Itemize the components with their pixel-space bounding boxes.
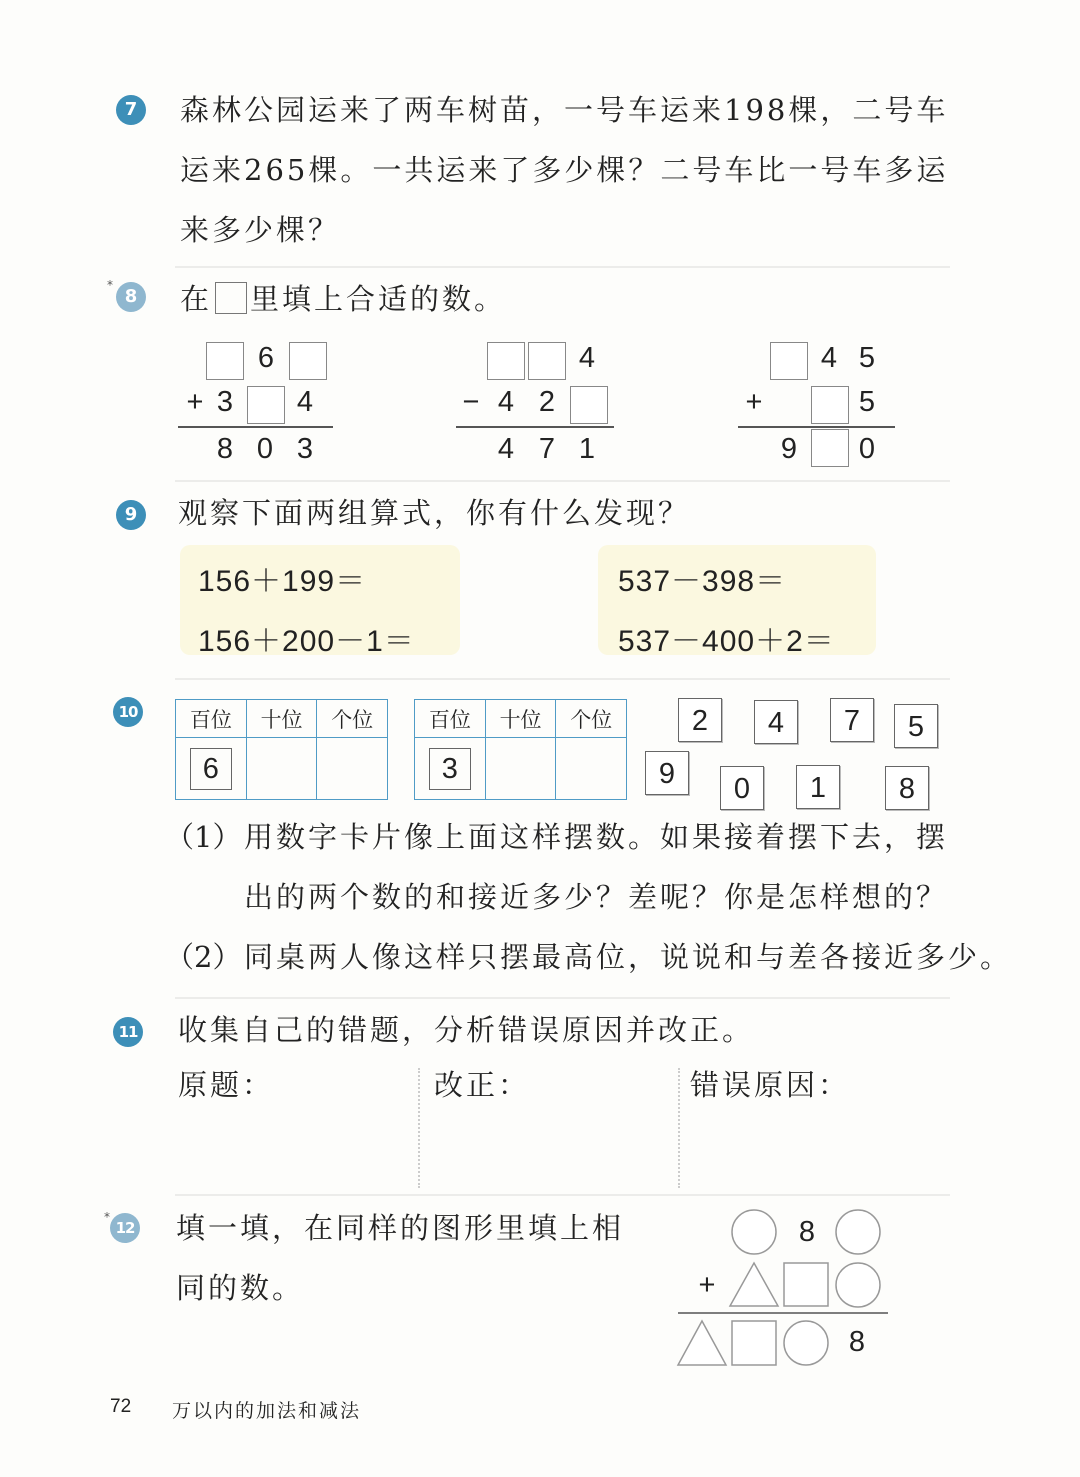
- place-value-table-2: [414, 699, 627, 800]
- blank-a-2[interactable]: [289, 342, 327, 380]
- square-shape: [784, 1263, 828, 1306]
- result-c-1: 9: [780, 433, 798, 465]
- header-tens: 十位: [246, 700, 317, 738]
- problem-10-badge: 10: [113, 697, 143, 727]
- expression-left-2: 156＋200－1＝: [198, 625, 415, 658]
- blank-c-1[interactable]: [770, 342, 808, 380]
- problem-10-q2-label: （2）: [165, 940, 242, 974]
- problem-8-prompt: [180, 282, 506, 314]
- place-value-table-1: [175, 699, 388, 800]
- problem-11-text: 收集自己的错题，分析错误原因并改正。: [178, 1013, 755, 1047]
- circle-shape: [836, 1263, 880, 1307]
- rule-b: [456, 426, 614, 428]
- digit-b-1: 4: [578, 342, 596, 374]
- cell-ones[interactable]: [317, 738, 388, 800]
- digit-c-1: 4: [820, 342, 838, 374]
- triangle-shape: [678, 1321, 726, 1365]
- blank-a-1[interactable]: [206, 342, 244, 380]
- result-b-2: 7: [538, 433, 556, 465]
- digit-c-2: 5: [858, 342, 876, 374]
- digit-a-3: 4: [296, 386, 314, 418]
- expression-right-1: 537－398＝: [618, 565, 787, 598]
- prompt-before: 在: [180, 282, 213, 316]
- problem-7-line-3: 来多少棵？: [180, 213, 341, 247]
- page-number: 72: [110, 1396, 132, 1417]
- digit-card-7[interactable]: 7: [830, 698, 874, 742]
- blank-b-2[interactable]: [528, 342, 566, 380]
- dotted-divider: [678, 1068, 680, 1188]
- problem-8-badge: 8: [116, 282, 146, 312]
- problem-9-text: 观察下面两组算式，你有什么发现？: [178, 496, 691, 530]
- result-a-3: 3: [296, 433, 314, 465]
- problem-10-q1-label: （1）: [165, 820, 242, 854]
- result-a-1: 8: [216, 433, 234, 465]
- result-b-1: 4: [497, 433, 515, 465]
- separator: [175, 266, 950, 268]
- column-original: 原题：: [178, 1068, 275, 1102]
- circle-shape: [784, 1321, 828, 1365]
- blank-a-3[interactable]: [247, 386, 285, 424]
- separator: [175, 997, 950, 999]
- op-c: +: [745, 386, 763, 418]
- digit-card-4[interactable]: 4: [754, 700, 798, 744]
- problem-10-q1-line-2: 出的两个数的和接近多少？差呢？你是怎样想的？: [244, 880, 949, 914]
- result-a-2: 0: [256, 433, 274, 465]
- rule-a: [178, 426, 333, 428]
- op-b: −: [462, 386, 480, 418]
- digit-c-3: 5: [858, 386, 876, 418]
- digit-card-5[interactable]: 5: [894, 704, 938, 748]
- problem-12-line-2: 同的数。: [176, 1271, 305, 1305]
- column-correction: 改正：: [434, 1068, 531, 1102]
- problem-11-badge: 11: [113, 1017, 143, 1047]
- problem-12-badge: 12: [110, 1213, 140, 1243]
- cell-tens[interactable]: [485, 738, 556, 800]
- header-hundreds: 百位: [415, 700, 486, 738]
- digit-b-3: 2: [538, 386, 556, 418]
- shape-eq-digit-bottom: 8: [848, 1326, 866, 1358]
- shape-eq-op: +: [698, 1269, 716, 1301]
- digit-a-2: 3: [216, 386, 234, 418]
- triangle-shape: [730, 1263, 778, 1306]
- square-shape: [732, 1321, 776, 1365]
- problem-7-line-1: 森林公园运来了两车树苗，一号车运来198棵，二号车: [180, 93, 949, 127]
- header-hundreds: 百位: [176, 700, 247, 738]
- problem-7-badge: 7: [116, 95, 146, 125]
- digit-card-9[interactable]: 9: [645, 751, 689, 795]
- problem-7-line-2: 运来265棵。一共运来了多少棵？二号车比一号车多运: [180, 153, 949, 187]
- digit-card-1[interactable]: 1: [796, 765, 840, 809]
- problem-12-star: *: [104, 1210, 110, 1224]
- chapter-title: 万以内的加法和减法: [172, 1400, 362, 1422]
- result-b-3: 1: [578, 433, 596, 465]
- cell-tens[interactable]: [246, 738, 317, 800]
- dotted-divider: [418, 1068, 420, 1188]
- digit-b-2: 4: [497, 386, 515, 418]
- cell-ones[interactable]: [556, 738, 627, 800]
- digit-card-2[interactable]: 2: [678, 698, 722, 742]
- digit-card-8[interactable]: 8: [885, 766, 929, 810]
- expression-left-1: 156＋199＝: [198, 565, 367, 598]
- blank-b-3[interactable]: [570, 386, 608, 424]
- op-a: +: [186, 386, 204, 418]
- problem-10-q2: 同桌两人像这样只摆最高位，说说和与差各接近多少。: [244, 940, 1013, 974]
- problem-9-badge: 9: [116, 500, 146, 530]
- problem-8-star: *: [107, 278, 113, 292]
- result-c-3: 0: [858, 433, 876, 465]
- circle-shape: [836, 1210, 880, 1254]
- header-ones: 个位: [317, 700, 388, 738]
- header-ones: 个位: [556, 700, 627, 738]
- blank-b-1[interactable]: [487, 342, 525, 380]
- shape-eq-digit-top: 8: [798, 1216, 816, 1248]
- cell-hundreds: [415, 738, 486, 800]
- problem-10-q1-line-1: 用数字卡片像上面这样摆数。如果接着摆下去，摆: [244, 820, 949, 854]
- problem-12-line-1: 填一填，在同样的图形里填上相: [176, 1211, 625, 1245]
- digit-card-0[interactable]: 0: [720, 766, 764, 810]
- cell-hundreds: [176, 738, 247, 800]
- rule-c: [738, 426, 895, 428]
- separator: [175, 678, 950, 680]
- blank-c-2[interactable]: [811, 386, 849, 424]
- digit-card: 6: [190, 748, 232, 790]
- blank-box-sample: [215, 282, 247, 314]
- blank-c-3[interactable]: [811, 429, 849, 467]
- separator: [175, 1194, 950, 1196]
- circle-shape: [732, 1210, 776, 1254]
- prompt-after: 里填上合适的数。: [250, 282, 507, 316]
- separator: [175, 480, 950, 482]
- expression-right-2: 537－400＋2＝: [618, 625, 835, 658]
- digit-a-1: 6: [257, 342, 275, 374]
- column-reason: 错误原因：: [690, 1068, 851, 1102]
- header-tens: 十位: [485, 700, 556, 738]
- digit-card: 3: [429, 748, 471, 790]
